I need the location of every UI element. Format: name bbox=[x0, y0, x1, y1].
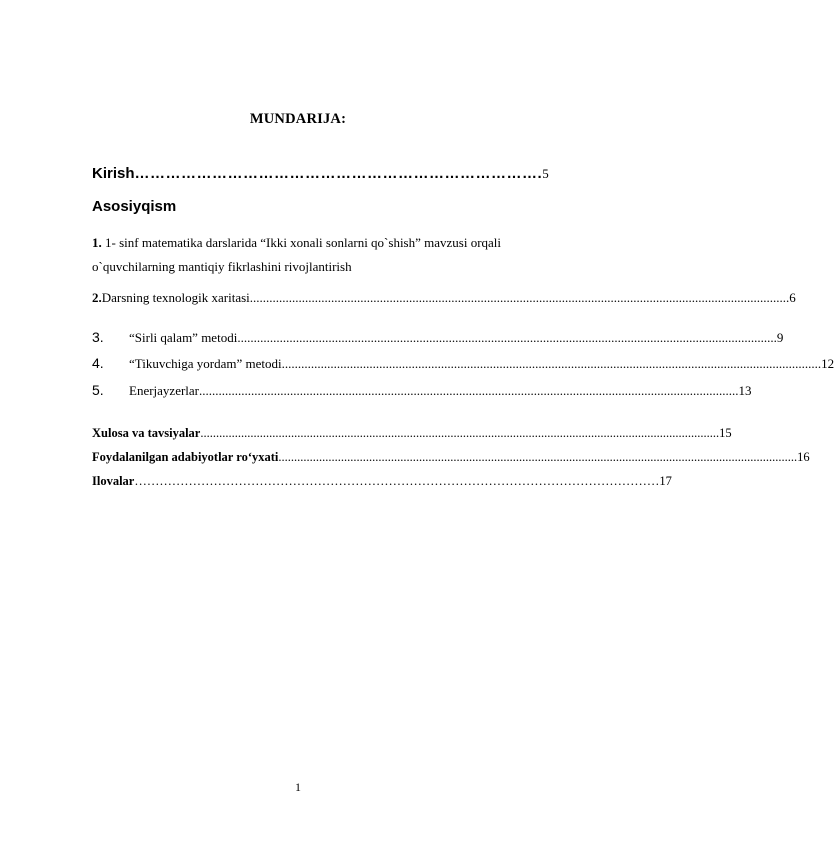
toc-entry-item2 bbox=[92, 290, 796, 306]
toc-page-ilovalar: 17 bbox=[659, 474, 672, 488]
toc-label-5: Enerjayzerlar bbox=[129, 383, 200, 398]
toc-leader-4: ...................................................................................................................................................................... bbox=[281, 356, 822, 371]
toc-number-1: 1. bbox=[92, 235, 102, 250]
toc-leader-xulosa: ...................................................................................................................................................................... bbox=[200, 426, 720, 440]
toc-number-4: 4. bbox=[92, 355, 104, 371]
toc-label-2: Darsning texnologik xaritasi bbox=[101, 290, 250, 305]
toc-leader-kirish: ……………………………………………………………………. bbox=[134, 165, 543, 182]
toc-number-2: 2. bbox=[92, 290, 102, 305]
toc-section-asosiyqism: Asosiyqism bbox=[92, 198, 177, 215]
toc-number-3: 3. bbox=[92, 329, 104, 345]
toc-entry-kirish bbox=[92, 165, 549, 182]
toc-page-xulosa: 15 bbox=[719, 426, 732, 440]
toc-page-3: 9 bbox=[776, 330, 784, 345]
toc-label-kirish: Kirish bbox=[92, 165, 135, 182]
toc-page-5: 13 bbox=[738, 383, 752, 398]
toc-leader-2: ...................................................................................................................................................................... bbox=[249, 290, 790, 305]
page-number: 1 bbox=[295, 780, 301, 794]
toc-label-ilovalar: Ilovalar bbox=[92, 474, 135, 488]
toc-entry-xulosa bbox=[92, 426, 732, 441]
toc-page-4: 12 bbox=[821, 356, 834, 371]
toc-entry-item3 bbox=[92, 329, 784, 346]
toc-page-kirish: 5 bbox=[542, 166, 549, 181]
toc-entry-item4 bbox=[92, 355, 834, 372]
page-title: MUNDARIJA: bbox=[249, 111, 347, 127]
toc-label-4: “Tikuvchiga yordam” metodi bbox=[129, 356, 282, 371]
toc-leader-5: ...................................................................................................................................................................... bbox=[199, 383, 739, 398]
toc-leader-3: ...................................................................................................................................................................... bbox=[237, 330, 777, 345]
toc-label-xulosa: Xulosa va tavsiyalar bbox=[92, 426, 201, 440]
toc-leader-foydalanilgan: ...................................................................................................................................................................... bbox=[278, 450, 798, 464]
toc-page-foydalanilgan: 16 bbox=[797, 450, 810, 464]
toc-entry-item1 bbox=[92, 231, 537, 279]
toc-entry-foydalanilgan bbox=[92, 450, 810, 465]
toc-label-3: “Sirli qalam” metodi bbox=[129, 330, 238, 345]
toc-leader-ilovalar: ……………………………………………………………………………………………………………… bbox=[134, 474, 660, 488]
toc-entry-ilovalar bbox=[92, 474, 672, 489]
toc-number-5: 5. bbox=[92, 382, 104, 398]
toc-entry-item5 bbox=[92, 382, 752, 399]
toc-page-2: 6 bbox=[789, 290, 796, 305]
toc-text-1: 1- sinf matematika darslarida “Ikki xonali sonlarni qo`shish” mavzusi orqali o`quvchilarning mantiqiy fikrlashini rivojlantirish bbox=[92, 235, 502, 274]
toc-label-foydalanilgan: Foydalanilgan adabiyotlar ro‘yxati bbox=[92, 450, 279, 464]
